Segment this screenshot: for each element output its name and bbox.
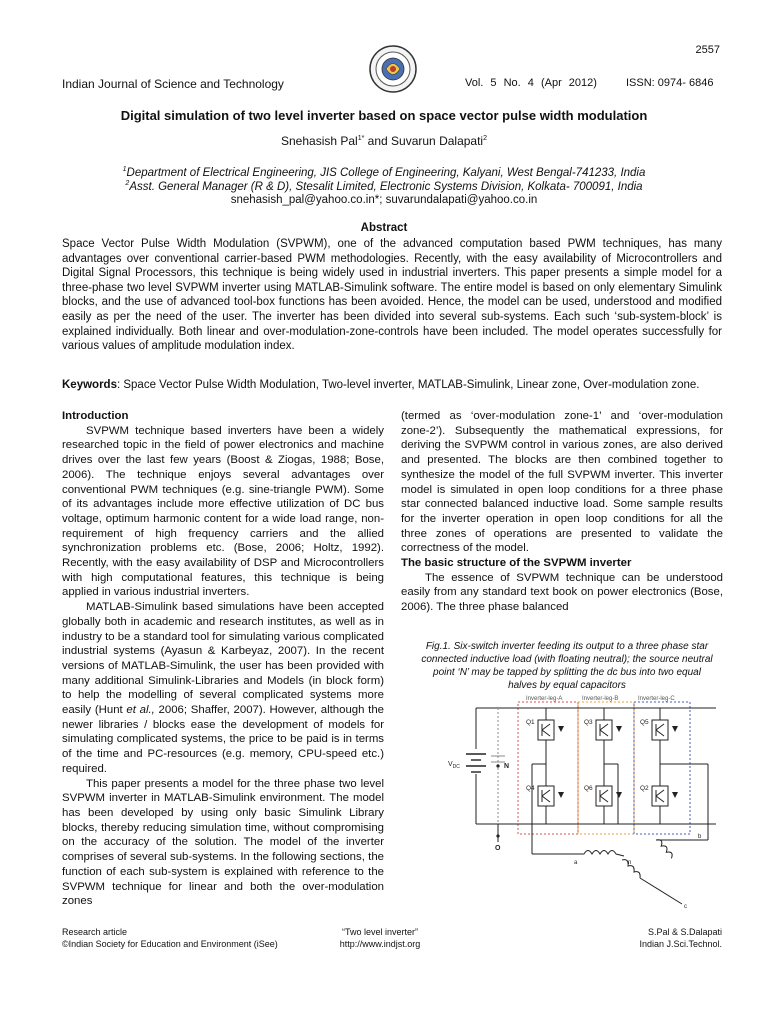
intro-paragraph-1: SVPWM technique based inverters have been a widely researched topic in the field of power electronics and machine drives over the last few years (Boost & Ziogas, 1988; Bose, 2006). The technique enjoys several advantages over conventional PWM techniques (e.g. sine-triangle PWM). Some of its advantages include more effective utilization of DC bus voltage, optimum harmonic content for a wide load range, non-requirement of high frequency carriers and the allied synchronization problems etc. (Bose, 2006; Holtz, 1992). Recently, with the easy availability of DSP and Microcontrollers with high computational features, this technique is being applied in various industrial inverters. [62,424,384,599]
switch-q5 [640,708,678,824]
leg-c-label: Inverter-leg-C [638,696,675,702]
svg-text:Q6: Q6 [584,785,593,792]
author-emails: snehasish_pal@yahoo.co.in*; suvarundalapati@yahoo.co.in [230,194,538,206]
authors: Snehasish Pal$^{1*}$ and Suvarun Dalapati$^2$ [281,134,487,148]
footer-authors: S.Pal & S.Dalapati [647,927,722,937]
node-n-load-label: n [628,860,632,866]
figure-caption: Fig.1. Six-switch inverter feeding its output to a three phase star connected inductive load (with floating neutral); the source neutral point ‘N’ may be tapped by splitting the dc bus into two equal halves by equal capacitors [421,641,713,691]
node-n-label: N [504,763,510,770]
node-c-label: c [684,904,687,910]
abstract-text: Space Vector Pulse Width Modulation (SVPWM), one of the advanced computation based PWM techniques, has many advantages over conventional carrier-based PWM methodologies. Recently, with the easy availability of Microcontrollers and Digital Signal Processors, this technique is being widely used in industrial inverters. This paper presents a simple model for a three-phase two level SVPWM inverter using MATLAB-Simulink software. The entire model is based on only elementary Simulink blocks, and the use of advanced tool-box functions has been avoided. Hence, the model can be used, understood and modified easily as per the need of the user. The inverter has been divided into several sub-systems. Each such ‘sub-system-block’ is explained individually. Both linear and over-modulation-zone-controls have been included. The model operates successfully for various values of amplitude modulation index. [62,238,722,353]
intro-paragraph-3: This paper presents a model for the three phase two level SVPWM inverter in MATLAB-Simulink environment. The model has been developed by using only basic Simulink Library blocks, thereby reducing simulation time, without compromising on the accuracy of the solution. The model of the inverter comprises of several sub-systems. In the following sections, the function of each sub-system is explained with reference to the SVPWM technique for linear and both the over-modulation zones [62,777,384,908]
svg-text:Q3: Q3 [584,719,593,726]
page-number: 2557 [695,44,720,56]
footer-article-type: Research article [62,927,128,937]
node-o-label: O [495,845,501,852]
switch-q2 [640,785,678,806]
affiliation-1: $^1$Department of Electrical Engineering, JIS College of Engineering, Kalyani, West Bengal-741233, India [122,166,646,179]
svg-text:Q5: Q5 [640,719,649,726]
inductor-a [584,851,616,855]
intro-p2-text-b: 2006; Shaffer, 2007). However, although the newer libraries / blocks ease the development of models for simulating complicated systems, the price to be paid is in terms of the time and PC-resources (e.g. memory, CPU-speed etc.) required. [62,704,384,775]
basic-structure-heading: The basic structure of the SVPWM inverter [401,557,632,570]
abstract-heading: Abstract [360,222,408,234]
journal-name: Indian Journal of Science and Technology [62,77,284,91]
leg-a-label: Inverter-leg-A [526,696,563,702]
intro-paragraph-2 [62,600,384,776]
basic-structure-paragraph: The essence of SVPWM technique can be understood easily from any standard text book on power electronics (Bose, 2006). The three phase balanced [401,571,723,614]
keywords [62,378,722,393]
vdc-label: $V_{DC}$ [448,761,460,770]
svg-text:Q4: Q4 [526,785,535,792]
right-column [401,409,723,615]
keywords-text: : Space Vector Pulse Width Modulation, Two-level inverter, MATLAB-Simulink, Linear zone, Over-modulation zone. [116,379,700,391]
volume: Vol. 5 [465,77,497,89]
footer-journal-abbrev: Indian J.Sci.Technol. [639,939,722,949]
node-a-label: a [574,860,578,866]
issn: ISSN: 0974- 6846 [626,77,714,89]
introduction-heading: Introduction [62,410,129,422]
journal-seal-logo [368,44,418,94]
keywords-label: Keywords [62,379,117,391]
inverter-circuit-diagram [446,694,726,916]
svg-text:Q1: Q1 [526,719,535,726]
intro-p2-text-a: MATLAB-Simulink based simulations have been accepted globally both in academic and research institutes, as well as in industry to be a standard tool for simulating various complicated industrial systems (Ayasun & Karbeyaz, 2007). In the recent versions of MATLAB-Simulink, the user has been provided with many additional Simulink-Libraries and Models (in block form) to help the modelling of several complicated systems more easily (Hunt [62,601,384,717]
leg-b-label: Inverter-leg-B [582,696,619,702]
svg-text:Q2: Q2 [640,785,649,792]
intro-p2-italic: et al., [126,704,155,717]
left-column [62,409,384,909]
paper-title: Digital simulation of two level inverter based on space vector pulse width modulation [120,108,648,123]
right-paragraph-1: (termed as ‘over-modulation zone-1’ and ‘over-modulation zone-2’). Subsequently the mathematical expressions, for deriving the SVPWM control in various zones, are also derived and presented. The blocks are then combined together to synthesize the model of the full SVPWM inverter. This inverter model is simulated in open loop conditions for a three phase star connected balanced inductive load. Some sample results for the inverter operation in open loop conditions for all the three zones of operations are presented to validate the correctness of the model. [401,410,723,555]
issue: No. 4 [503,77,534,89]
footer-website-link[interactable]: http://www.indjst.org [339,939,421,949]
volume-issue [465,77,597,89]
issue-date: (Apr 2012) [540,77,597,89]
node-b-label: b [698,834,702,840]
inductor-b [656,838,674,859]
switch-q3 [584,708,622,824]
affiliation-2: $^2$Asst. General Manager (R & D), Stesalit Limited, Electronic Systems Division, Kolkata- 700091, India [125,180,643,193]
footer-running-title: “Two level inverter” [341,927,419,937]
footer-copyright: ©Indian Society for Education and Environment (iSee) [62,939,278,949]
switch-q6 [584,785,622,806]
